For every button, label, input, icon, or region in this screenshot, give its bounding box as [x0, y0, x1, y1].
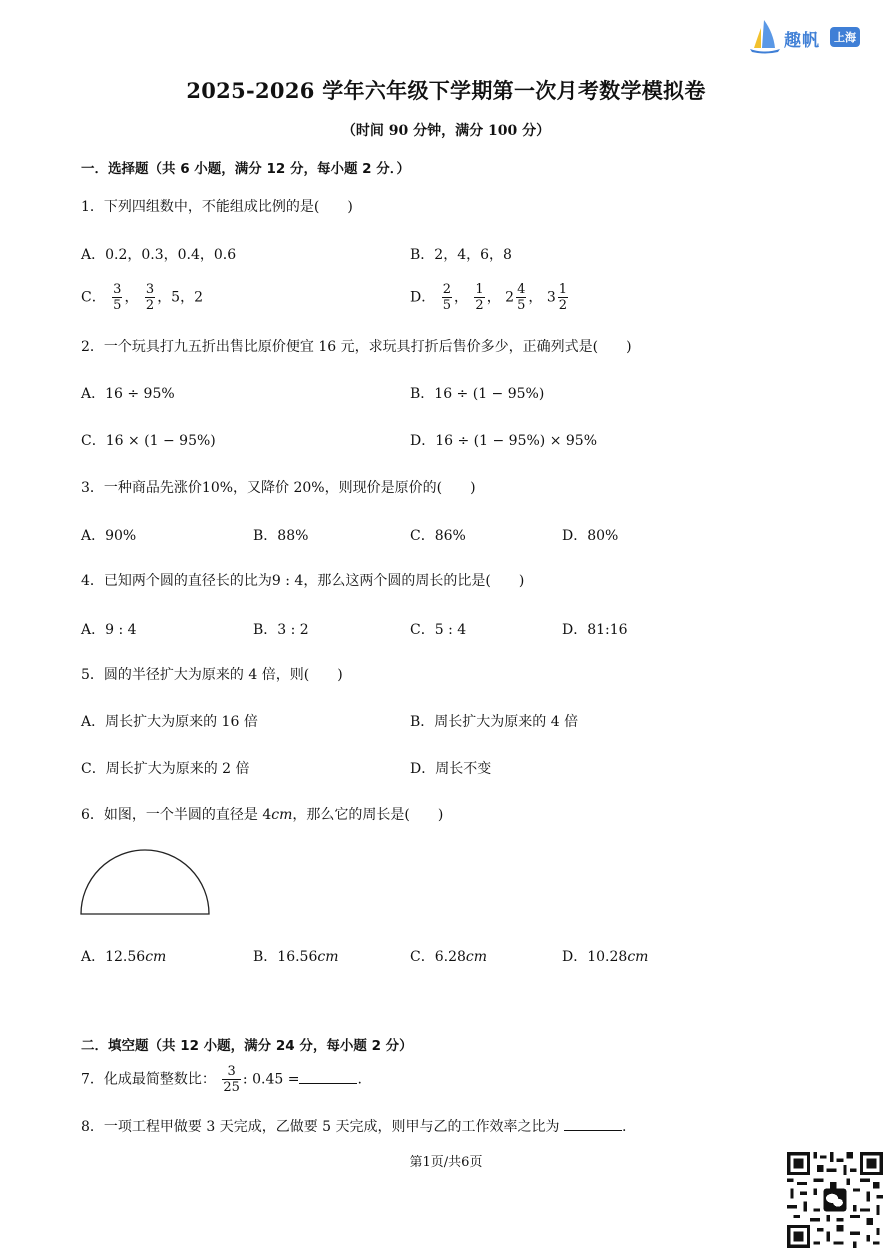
q3-option-b: B．88%	[253, 528, 309, 544]
question-3: 3．一种商品先涨价10%，又降价 20%，则现价是原价的( )	[81, 480, 476, 496]
q2-option-b: B．16 ÷ (1 − 95%)	[410, 386, 545, 402]
q2-option-d: D．16 ÷ (1 − 95%) × 95%	[410, 433, 597, 449]
q5-option-c: C．周长扩大为原来的 2 倍	[81, 761, 250, 777]
q6-option-d: D．10.28cm	[562, 949, 649, 965]
question-6: 6．如图，一个半圆的直径是 4cm，那么它的周长是( )	[81, 807, 444, 823]
semicircle-figure	[79, 846, 213, 918]
section-heading-fill-blank: 二．填空题（共 12 小题，满分 24 分，每小题 2 分）	[81, 1038, 413, 1054]
q1-option-b: B．2，4，6，8	[410, 247, 512, 263]
q6-option-b: B．16.56cm	[253, 949, 339, 965]
q1-option-d: D． $\frac{2}{5}$ ， $\frac{1}{2}$ ， 2 $\frac{4}{5}$ ， 3 $\frac{1}{2}$	[410, 282, 568, 313]
exam-title: 2025-2026 学年六年级下学期第一次月考数学模拟卷	[186, 78, 706, 103]
q2-option-a: A．16 ÷ 95%	[81, 386, 175, 402]
q4-option-d: D．81:16	[562, 622, 628, 638]
q2-option-c: C．16 × (1 − 95%)	[81, 433, 216, 449]
question-4: 4．已知两个圆的直径长的比为9 : 4，那么这两个圆的周长的比是( )	[81, 573, 525, 589]
question-stem: 1．下列四组数中，不能组成比例的是(	[81, 199, 320, 215]
question-5: 5．圆的半径扩大为原来的 4 倍，则( )	[81, 667, 343, 683]
q3-option-d: D．80%	[562, 528, 619, 544]
exam-subtitle: （时间 90 分钟，满分 100 分）	[341, 123, 551, 139]
q3-option-c: C．86%	[410, 528, 466, 544]
brand-logo	[748, 18, 874, 54]
question-2: 2．一个玩具打九五折出售比原价便宜 16 元，求玩具打折后售价多少，正确列式是( )	[81, 339, 632, 355]
question-1: 1．下列四组数中，不能组成比例的是( )	[81, 199, 353, 215]
answer-blank[interactable]	[299, 1069, 357, 1084]
page-number: 第1页/共6页	[409, 1155, 483, 1170]
wechat-qr-code	[787, 1152, 883, 1248]
q1-option-c: C． $\frac{3}{5}$ ， $\frac{3}{2}$ ，5，2	[81, 282, 204, 313]
q6-option-c: C．6.28cm	[410, 949, 488, 965]
question-7: 7．化成最简整数比： $\frac{3}{25}$ : 0.45 = .	[81, 1064, 362, 1095]
sailboat-icon	[748, 18, 782, 54]
section-heading-choice: 一．选择题（共 6 小题，满分 12 分，每小题 2 分．）	[81, 161, 411, 177]
q6-option-a: A．12.56cm	[81, 949, 167, 965]
q5-option-b: B．周长扩大为原来的 4 倍	[410, 714, 579, 730]
brand-region-badge: 上海	[830, 27, 860, 47]
brand-name: 趣帆	[784, 31, 820, 51]
q5-option-a: A．周长扩大为原来的 16 倍	[81, 714, 258, 730]
q4-option-a: A．9 : 4	[81, 622, 137, 638]
q5-option-d: D．周长不变	[410, 761, 492, 777]
q1-option-a: A．0.2，0.3，0.4，0.6	[81, 247, 237, 263]
q4-option-b: B．3 : 2	[253, 622, 309, 638]
question-8: 8．一项工程甲做要 3 天完成，乙做要 5 天完成，则甲与乙的工作效率之比为 .	[81, 1116, 626, 1136]
answer-blank[interactable]	[564, 1116, 622, 1131]
q4-option-c: C．5 : 4	[410, 622, 467, 638]
q3-option-a: A．90%	[81, 528, 137, 544]
